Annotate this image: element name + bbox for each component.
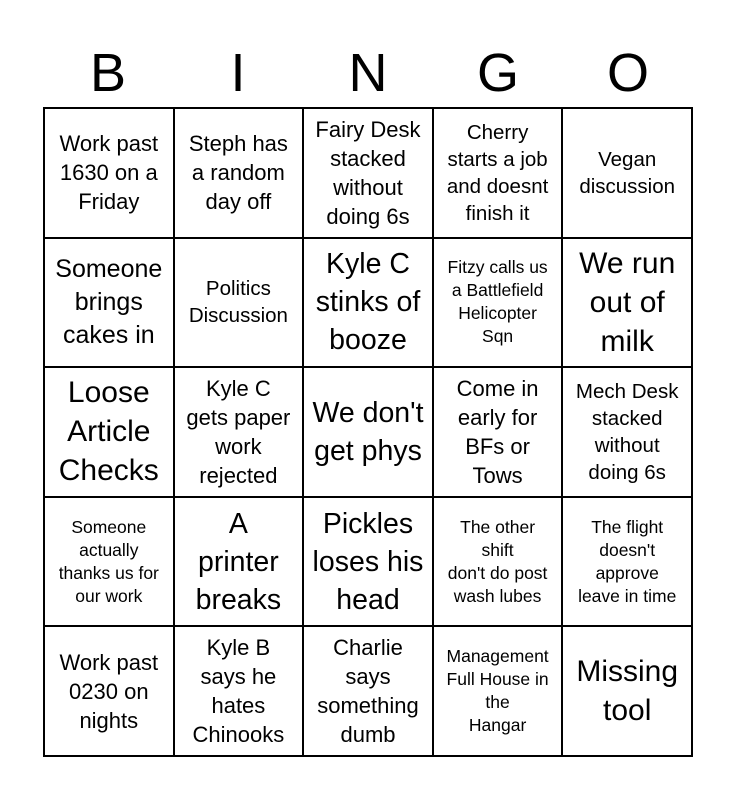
header-letter-g: G [476,43,519,103]
bingo-cell[interactable]: Loose Article Checks [44,367,174,497]
bingo-cell[interactable]: We don't get phys [303,367,433,497]
bingo-cell[interactable]: Fairy Desk stacked without doing 6s [303,108,433,238]
header-letter-b: B [89,43,127,103]
bingo-header [43,38,693,108]
bingo-cell[interactable]: Someone brings cakes in [44,238,174,368]
bingo-cell[interactable]: Come in early for BFs or Tows [433,367,563,497]
bingo-cell[interactable]: Steph has a random day off [174,108,304,238]
bingo-cell[interactable]: Kyle C gets paper work rejected [174,367,304,497]
bingo-cell[interactable]: We run out of milk [562,238,692,368]
bingo-cell[interactable]: Cherry starts a job and doesnt finish it [433,108,563,238]
bingo-cell[interactable]: Pickles loses his head [303,497,433,627]
bingo-card-grid [43,107,693,757]
header-letter-o: O [606,43,649,103]
bingo-cell[interactable]: Mech Desk stacked without doing 6s [562,367,692,497]
bingo-cell[interactable]: Work past 0230 on nights [44,626,174,756]
bingo-cell[interactable]: Charlie says something dumb [303,626,433,756]
bingo-cell[interactable]: Fitzy calls us a Battlefield Helicopter Sqn [433,238,563,368]
bingo-cell[interactable]: A printer breaks [174,497,304,627]
bingo-cell[interactable]: Kyle B says he hates Chinooks [174,626,304,756]
bingo-cell[interactable]: Someone actually thanks us for our work [44,497,174,627]
bingo-cell[interactable]: Work past 1630 on a Friday [44,108,174,238]
bingo-cell[interactable]: Management Full House in the Hangar [433,626,563,756]
bingo-cell[interactable]: Politics Discussion [174,238,304,368]
bingo-cell[interactable]: Missing tool [562,626,692,756]
header-letter-i: I [230,43,246,103]
bingo-cell[interactable]: Kyle C stinks of booze [303,238,433,368]
bingo-cell[interactable]: The flight doesn't approve leave in time [562,497,692,627]
bingo-cell[interactable]: The other shift don't do post wash lubes [433,497,563,627]
header-letter-n: N [348,43,388,103]
bingo-cell[interactable]: Vegan discussion [562,108,692,238]
